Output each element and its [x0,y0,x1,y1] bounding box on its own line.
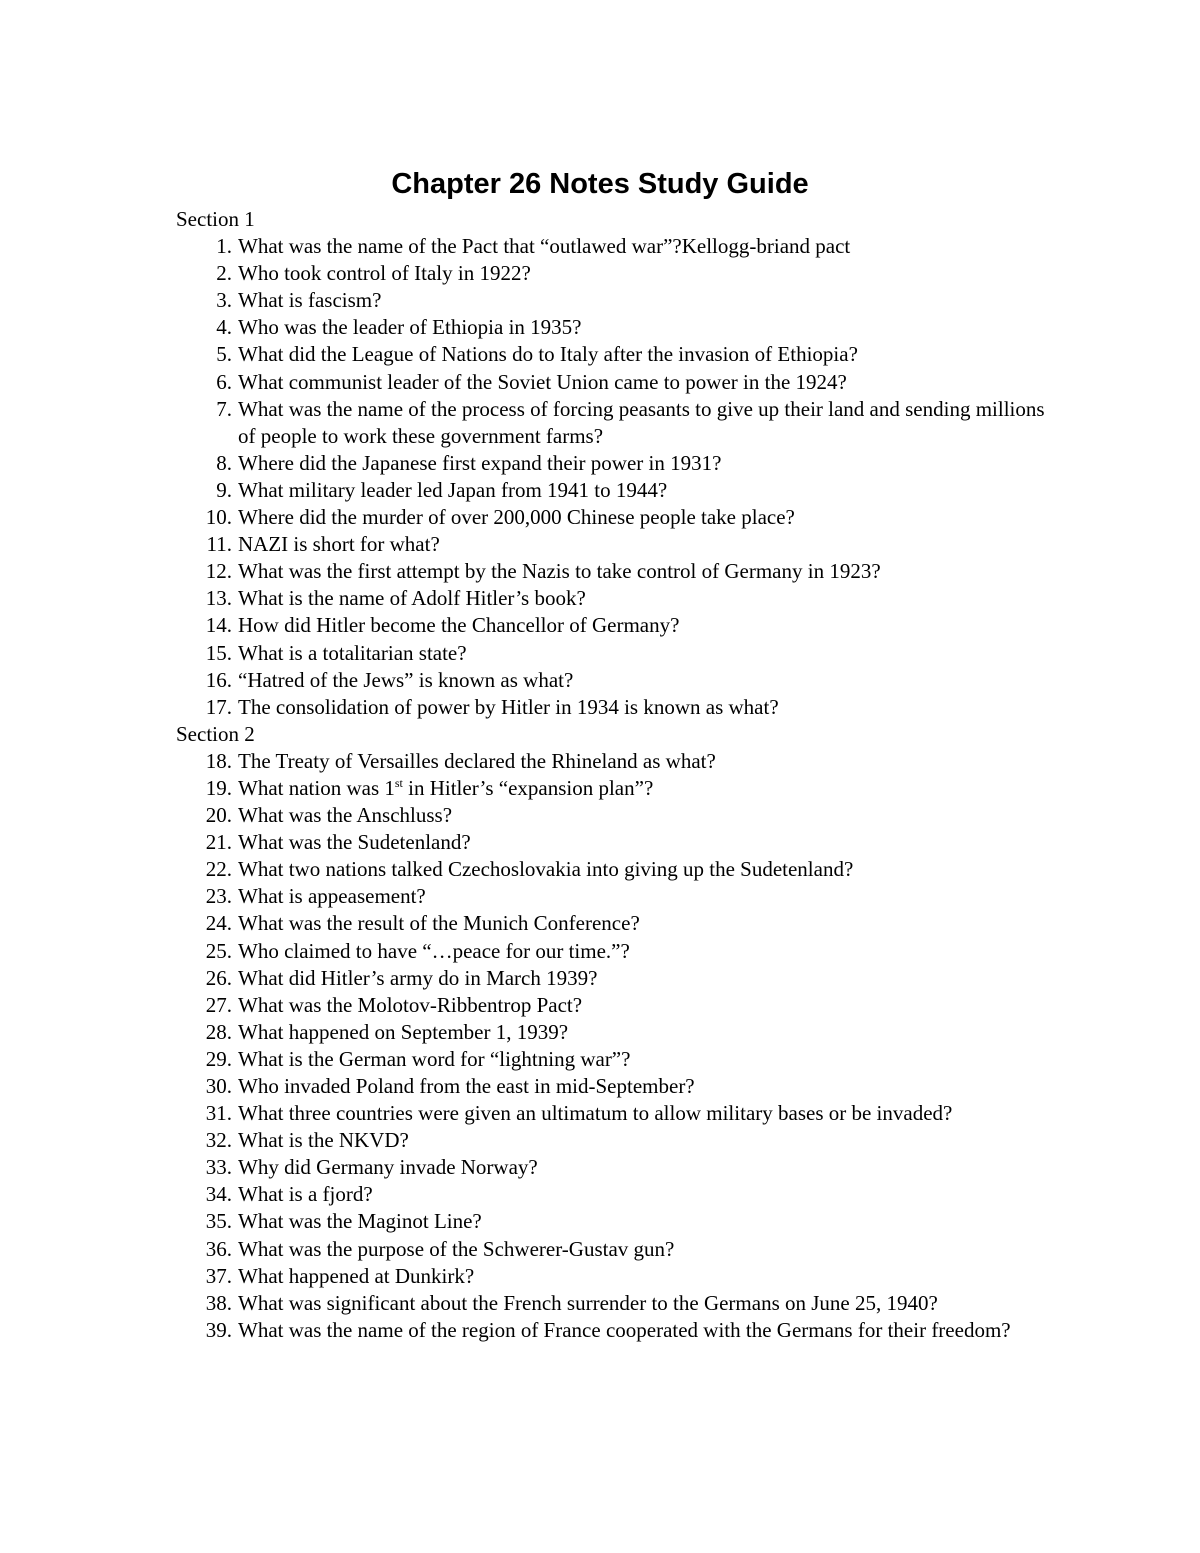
question-item [176,233,1056,260]
question-item [176,1127,1056,1154]
question-number: 35. [205,1209,232,1234]
question-number: 4. [216,315,232,340]
question-text: What is the German word for “lightning war”? [238,1046,631,1071]
question-text: What communist leader of the Soviet Union came to power in the 1924? [238,369,847,394]
question-item [176,1046,1056,1073]
question-number: 8. [216,450,232,475]
question-item [176,260,1056,287]
question-number: 5. [216,342,232,367]
question-item [176,531,1056,558]
question-item [176,396,1056,450]
question-number: 28. [205,1019,232,1044]
question-text-continued: in Hitler’s “expansion plan”? [402,775,654,800]
question-text: What was the Molotov-Ribbentrop Pact? [238,992,583,1017]
question-text: “Hatred of the Jews” is known as what? [238,667,574,692]
question-number: 11. [206,532,232,557]
question-text: What is the NKVD? [238,1128,409,1153]
question-text: What was the name of the Pact that “outlawed war”?Kellogg-briand pact [238,234,851,259]
question-item [176,802,1056,829]
question-number: 19. [205,775,232,800]
question-number: 13. [205,586,232,611]
question-item [176,1236,1056,1263]
question-number: 1. [216,234,232,259]
question-number: 26. [205,965,232,990]
question-text: Who took control of Italy in 1922? [238,261,531,286]
question-text: What three countries were given an ultimatum to allow military bases or be invaded? [238,1101,953,1126]
question-number: 37. [205,1263,232,1288]
question-item [176,1181,1056,1208]
question-item [176,640,1056,667]
question-text: Where did the murder of over 200,000 Chinese people take place? [238,505,795,530]
question-item [176,775,1056,802]
question-item [176,829,1056,856]
question-text: What was the Sudetenland? [238,830,471,855]
question-text: What is fascism? [238,288,382,313]
question-text: What was the first attempt by the Nazis to take control of Germany in 1923? [238,559,881,584]
question-list [176,748,1056,1344]
section-heading: Section 1 [176,207,255,231]
question-number: 24. [205,911,232,936]
ordinal-superscript: st [394,775,403,790]
question-number: 22. [205,857,232,882]
question-item [176,694,1056,721]
question-number: 39. [205,1317,232,1342]
question-text: Who invaded Poland from the east in mid-September? [238,1074,695,1098]
question-text: Who claimed to have “…peace for our time.”? [238,938,630,963]
question-item [176,1263,1056,1290]
question-number: 14. [205,613,232,638]
question-item [176,965,1056,992]
question-item [176,938,1056,965]
question-number: 17. [205,694,232,719]
question-item [176,992,1056,1019]
question-text: What happened on September 1, 1939? [238,1019,569,1044]
question-item [176,667,1056,694]
question-number: 30. [205,1074,232,1098]
question-number: 7. [216,396,232,421]
question-text: What was the name of the region of France cooperated with the Germans for their freedom? [238,1317,1011,1342]
question-item [176,1154,1056,1181]
question-text: The Treaty of Versailles declared the Rhineland as what? [238,748,716,773]
question-item [176,504,1056,531]
question-item [176,450,1056,477]
question-text: What was the result of the Munich Conference? [238,911,640,936]
question-number: 34. [205,1182,232,1207]
question-text: What was significant about the French surrender to the Germans on June 25, 1940? [238,1290,938,1315]
question-item [176,477,1056,504]
question-text: What was the Anschluss? [238,803,453,828]
question-text: What two nations talked Czechoslovakia into giving up the Sudetenland? [238,857,854,882]
question-number: 25. [205,938,232,963]
question-text: Why did Germany invade Norway? [238,1155,538,1180]
question-text: What is a totalitarian state? [238,640,467,665]
question-item [176,1019,1056,1046]
question-number: 10. [205,505,232,530]
question-number: 29. [205,1046,232,1071]
question-number: 6. [216,369,232,394]
question-item [176,558,1056,585]
question-number: 27. [205,992,232,1017]
section-heading: Section 2 [176,721,255,746]
question-number: 3. [216,288,232,313]
question-text: How did Hitler become the Chancellor of Germany? [238,613,680,638]
question-text: What did the League of Nations do to Italy after the invasion of Ethiopia? [238,342,858,367]
question-text: What is a fjord? [238,1182,373,1207]
question-item [176,314,1056,341]
question-item [176,1208,1056,1235]
question-number: 31. [205,1101,232,1126]
question-item [176,341,1056,368]
question-text: What was the Maginot Line? [238,1209,482,1234]
question-text: NAZI is short for what? [238,532,440,557]
question-number: 20. [205,803,232,828]
question-item [176,369,1056,396]
question-text: What happened at Dunkirk? [238,1263,475,1288]
study-guide-content [176,206,1056,1344]
question-item [176,287,1056,314]
question-number: 38. [205,1290,232,1315]
question-list [176,233,1056,721]
question-item [176,1100,1056,1127]
question-text: What was the name of the process of forcing peasants to give up their land and sending millions of people to work these government farms? [238,396,1045,448]
question-text: What nation was 1 [238,775,395,800]
question-text: What military leader led Japan from 1941 to 1944? [238,477,668,502]
question-number: 33. [205,1155,232,1180]
question-number: 36. [205,1236,232,1261]
question-text: The consolidation of power by Hitler in 1934 is known as what? [238,694,779,719]
question-number: 16. [205,667,232,692]
question-item [176,585,1056,612]
question-item [176,1073,1056,1100]
page-title: Chapter 26 Notes Study Guide [391,168,809,200]
question-item [176,748,1056,775]
question-number: 2. [216,261,232,286]
question-text: What is the name of Adolf Hitler’s book? [238,586,586,611]
question-number: 21. [205,830,232,855]
question-number: 9. [216,477,232,502]
question-number: 18. [205,748,232,773]
question-item [176,612,1056,639]
question-text: Where did the Japanese first expand their power in 1931? [238,450,722,475]
question-number: 12. [205,559,232,584]
question-text: What was the purpose of the Schwerer-Gustav gun? [238,1236,675,1261]
question-number: 15. [205,640,232,665]
question-item [176,883,1056,910]
question-text: What is appeasement? [238,884,426,909]
question-text: Who was the leader of Ethiopia in 1935? [238,315,582,340]
question-item [176,1290,1056,1317]
question-item [176,910,1056,937]
question-item [176,856,1056,883]
question-item [176,1317,1056,1344]
question-text: What did Hitler’s army do in March 1939? [238,965,598,990]
question-number: 23. [205,884,232,909]
question-number: 32. [205,1128,232,1153]
